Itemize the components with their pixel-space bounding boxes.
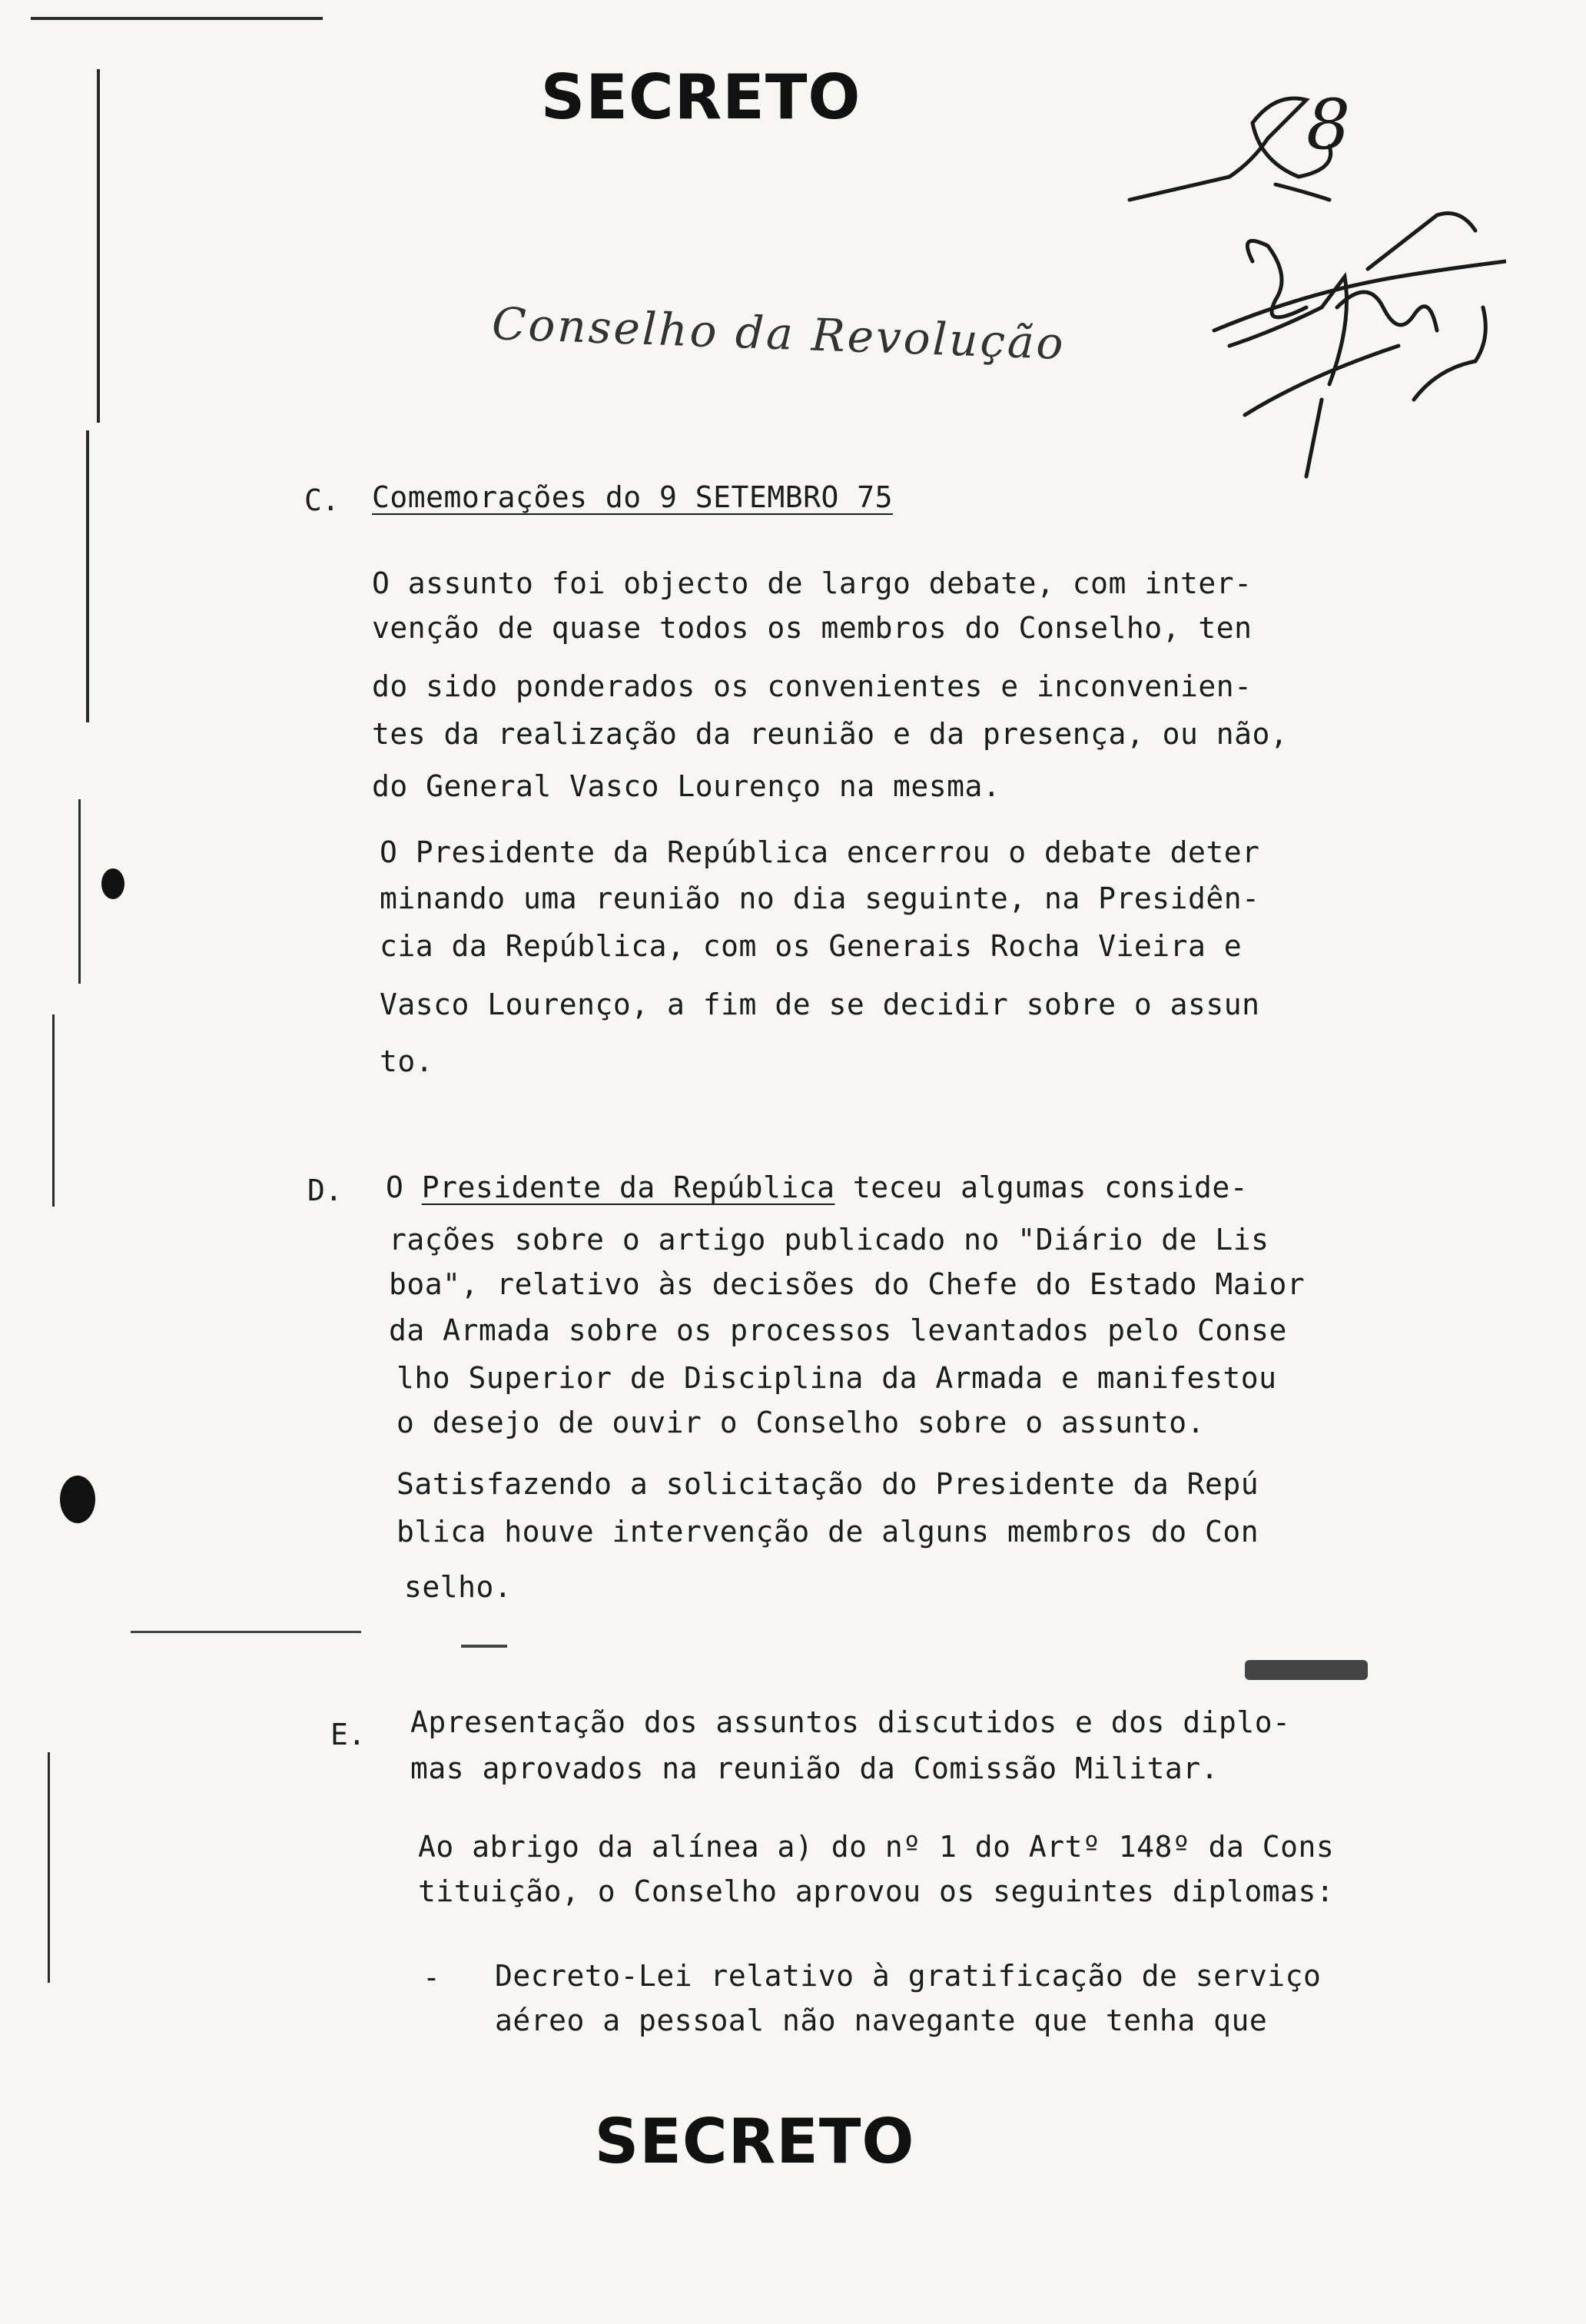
section-d-line: rações sobre o artigo publicado no "Diário de Lis xyxy=(389,1223,1269,1257)
section-d-line: Satisfazendo a solicitação do Presidente da Repú xyxy=(396,1467,1259,1501)
section-c-line: do sido ponderados os convenientes e inconvenien- xyxy=(372,669,1253,703)
margin-line xyxy=(52,1014,55,1207)
section-c-line: to. xyxy=(380,1044,434,1078)
section-c-line: venção de quase todos os membros do Conselho, ten xyxy=(372,611,1253,645)
scan-speck xyxy=(1245,1660,1368,1680)
punch-hole-mark xyxy=(101,868,124,899)
section-e-bullet-line: aéreo a pessoal não navegante que tenha que xyxy=(495,2004,1268,2037)
section-d-line: blica houve intervenção de alguns membros do Con xyxy=(396,1515,1259,1549)
section-e-line: tituição, o Conselho aprovou os seguintes diplomas: xyxy=(418,1874,1335,1908)
margin-line xyxy=(86,430,89,722)
section-d-lead: O xyxy=(386,1170,404,1204)
margin-line xyxy=(78,799,81,984)
section-c-heading: Comemorações do 9 SETEMBRO 75 xyxy=(372,480,893,514)
handwritten-signatures xyxy=(1076,77,1506,507)
section-c-line: tes da realização da reunião e da presença, ou não, xyxy=(372,717,1289,751)
section-d-first-line xyxy=(386,1170,1249,1204)
section-c-line: do General Vasco Lourenço na mesma. xyxy=(372,769,1001,803)
section-e-line: mas aprovados na reunião da Comissão Militar. xyxy=(410,1751,1219,1785)
section-e-label: E. xyxy=(330,1718,366,1751)
margin-line xyxy=(48,1752,50,1983)
section-d-line: boa", relativo às decisões do Chefe do Estado Maior xyxy=(389,1267,1306,1301)
section-d-label: D. xyxy=(307,1174,343,1207)
section-d-line: lho Superior de Disciplina da Armada e manifestou xyxy=(396,1361,1277,1395)
classification-stamp-bottom: SECRETO xyxy=(594,2106,915,2177)
section-d-line: o desejo de ouvir o Conselho sobre o assunto. xyxy=(396,1406,1206,1439)
section-d-first-rest: teceu algumas conside- xyxy=(852,1170,1249,1204)
page-number: 8 xyxy=(1306,85,1351,165)
classification-stamp-top: SECRETO xyxy=(540,61,861,133)
section-e-bullet-line: Decreto-Lei relativo à gratificação de serviço xyxy=(495,1959,1322,1993)
bullet-dash: - xyxy=(423,1960,440,1994)
section-d-line: selho. xyxy=(404,1570,513,1604)
section-e-line: Ao abrigo da alínea a) do nº 1 do Artº 148º da Cons xyxy=(418,1830,1335,1864)
section-c-label: C. xyxy=(304,483,340,517)
section-e-line: Apresentação dos assuntos discutidos e dos diplo- xyxy=(410,1705,1291,1739)
scan-speck xyxy=(131,1631,361,1633)
section-c-line: cia da República, com os Generais Rocha Vieira e xyxy=(380,929,1243,963)
section-c-line: O Presidente da República encerrou o debate deter xyxy=(380,835,1260,869)
section-c-line: minando uma reunião no dia seguinte, na Presidên- xyxy=(380,881,1260,915)
scan-speck xyxy=(461,1645,507,1648)
section-c-line: O assunto foi objecto de largo debate, com inter- xyxy=(372,566,1253,600)
section-d-underlined: Presidente da República xyxy=(421,1170,835,1204)
punch-hole-mark xyxy=(60,1476,95,1523)
handwritten-note: Conselho da Revolução xyxy=(491,297,1067,370)
section-c-line: Vasco Lourenço, a fim de se decidir sobre o assun xyxy=(380,988,1260,1021)
margin-line xyxy=(31,17,323,20)
section-d-line: da Armada sobre os processos levantados pelo Conse xyxy=(389,1313,1287,1347)
